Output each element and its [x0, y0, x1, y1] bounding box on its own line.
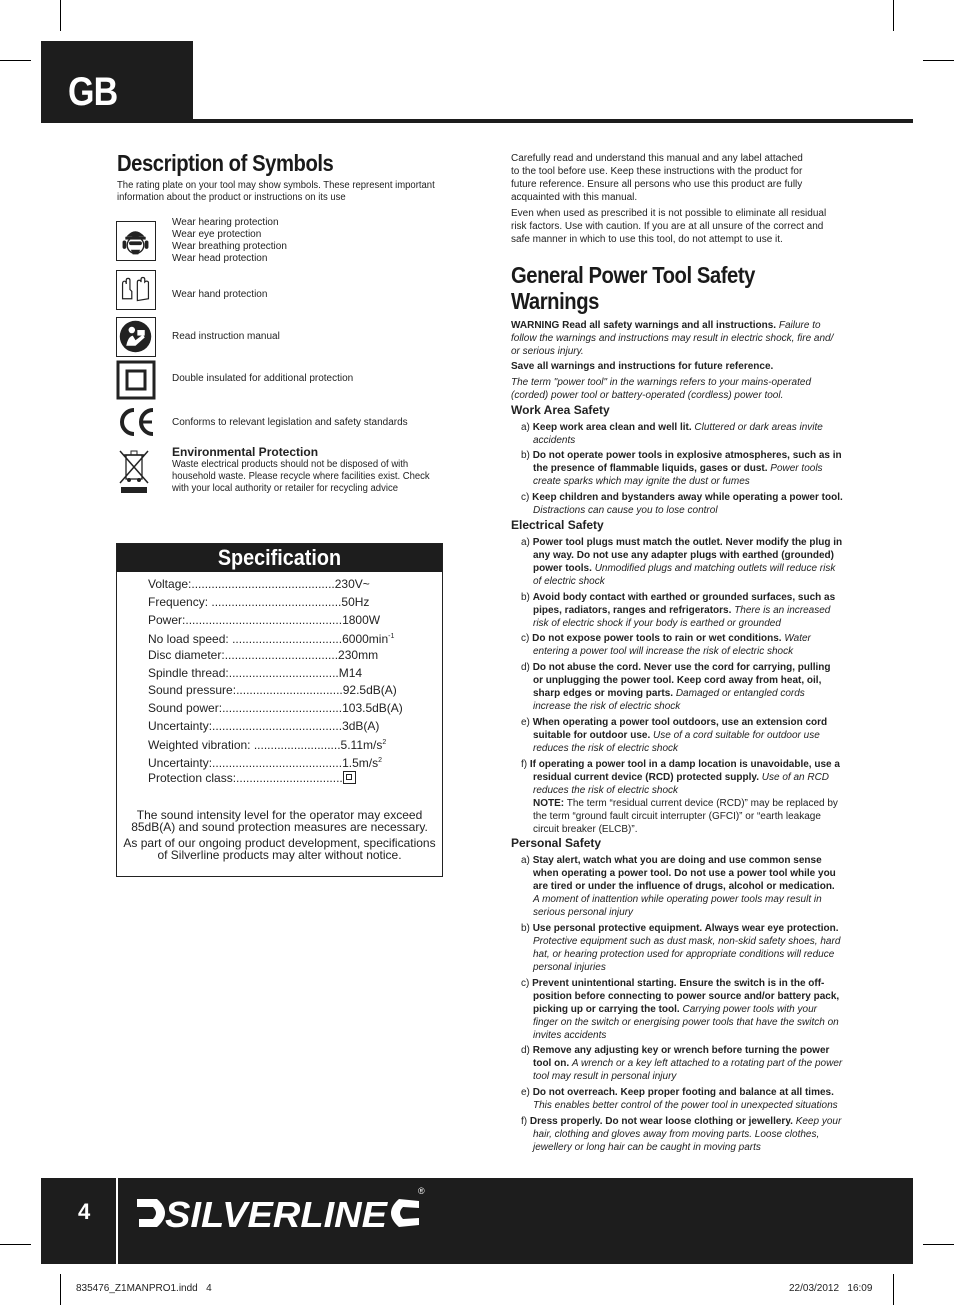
item-italic: There is an increased risk of electric shock if your body is earthed or grounded	[533, 605, 831, 629]
item-bold: When operating a power tool outdoors, use an extension cord suitable for outdoor use.	[532, 717, 828, 741]
spec-dots: ...........................................	[191, 577, 335, 591]
note-label: NOTE:	[533, 798, 565, 809]
spec-value: M14	[338, 666, 363, 680]
item-italic: Damaged or entangled cords increase the risk of electric shock	[533, 688, 805, 712]
item-bold: Do not operate power tools in explosive atmospheres, such as in the presence of flammable liquids, gases or dust.	[532, 450, 842, 474]
spec-row	[148, 577, 370, 591]
crop-mark	[893, 0, 894, 31]
spec-row	[148, 754, 382, 770]
spec-value: 6000min	[342, 632, 389, 646]
item-bold: Do not overreach. Keep proper footing and balance at all times.	[532, 1087, 834, 1098]
ppe-head-icon	[116, 221, 156, 261]
item-italic: Unmodified plugs and matching outlets will reduce risk of electric shock	[533, 563, 836, 587]
spec-value: 50Hz	[341, 595, 370, 609]
item-letter: f)	[521, 759, 528, 770]
footer-separator	[116, 1178, 118, 1264]
specification-title	[117, 544, 442, 572]
spec-label: Power:	[148, 613, 186, 627]
spec-dots: .......................................	[212, 756, 343, 770]
spec-dots: .................................	[228, 666, 339, 680]
silverline-logo-icon	[133, 1191, 423, 1235]
double-insulated-icon	[116, 360, 156, 400]
symbol-line: Wear hearing protection	[172, 217, 279, 228]
symbol-text-manual	[172, 331, 280, 343]
header-rule	[193, 119, 913, 123]
item-bold: Use personal protective equipment. Always wear eye protection.	[532, 923, 839, 934]
spec-dots: .......................................	[212, 719, 343, 733]
personal-item	[521, 977, 843, 1042]
item-bold: Remove any adjusting key or wrench before turning the power tool on.	[532, 1045, 830, 1069]
item-italic: Use of an RCD reduces the risk of electric shock	[533, 772, 830, 796]
sound-note	[117, 809, 442, 833]
sound-note-line: 85dB(A) and sound protection measures are necessary.	[131, 820, 428, 834]
electrical-heading: Electrical Safety	[511, 518, 604, 532]
symbol-line: Read instruction manual	[172, 331, 280, 342]
env-text: Waste electrical products should not be disposed of with household waste. Please recycle where facilities exist. Check with your local authority or retailer for recycling advice	[172, 459, 430, 494]
symbols-title: Description of Symbols	[117, 150, 334, 176]
item-letter: a)	[521, 422, 530, 433]
protection-class-icon-inner	[346, 774, 352, 780]
symbol-text-gloves	[172, 289, 267, 301]
personal-heading: Personal Safety	[511, 836, 602, 850]
brand-wordmark: SILVERLINE	[165, 1194, 389, 1235]
item-letter: c)	[521, 492, 530, 503]
item-bold: Prevent unintentional starting. Ensure the switch is in the off-position before connecting to power source and/or battery pack, picking up or carrying the tool.	[532, 978, 840, 1015]
item-italic: Keep your hair, clothing and gloves away from moving parts. Loose clothes, jewellery or long hair can be caught in moving parts	[533, 1116, 842, 1153]
item-letter: b)	[521, 923, 530, 934]
page-number: 4	[78, 1199, 91, 1224]
item-italic: Power tools create sparks which may ignite the dust or fumes	[533, 463, 823, 487]
manual-icon	[116, 317, 156, 357]
work-area-heading: Work Area Safety	[511, 403, 610, 417]
item-letter: b)	[521, 592, 530, 603]
spec-label: No load speed:	[148, 632, 229, 646]
spec-label: Uncertainty:	[148, 719, 213, 733]
intro-paragraph-1: Carefully read and understand this manual and any label attached to the tool before use. Keep these instructions with the product for future reference. Ensure all persons who use this product are fully acquainted with this manual.	[511, 153, 803, 203]
crop-mark	[923, 1244, 954, 1245]
development-note-line: As part of our ongoing product development, specifications	[123, 836, 436, 850]
gloves-icon	[116, 270, 156, 310]
item-letter: c)	[521, 633, 530, 644]
item-letter: a)	[521, 855, 530, 866]
item-italic: This enables better control of the power tool in unexpected situations	[533, 1100, 838, 1111]
spec-sup: -1	[388, 633, 395, 640]
development-note-line: of Silverline products may alter without notice.	[157, 848, 402, 862]
spec-dots: ...............................................	[185, 613, 343, 627]
item-bold: Keep work area clean and well lit.	[532, 422, 692, 433]
work-area-item	[521, 491, 843, 517]
electrical-item	[521, 536, 843, 588]
spec-row	[148, 719, 379, 733]
intro-paragraph-2: Even when used as prescribed it is not possible to eliminate all residual risk factors. Use with caution. If you are at all unsure of the correct and safe manner in which to use this tool, do not attempt to use it.	[511, 208, 827, 245]
item-bold: Do not abuse the cord. Never use the cord for carrying, pulling or unplugging the power tool. Keep cord away from heat, oil, sharp edges or moving parts.	[532, 662, 831, 699]
item-letter: b)	[521, 450, 530, 461]
warnings-title-line: General Power Tool Safety	[511, 262, 755, 288]
symbol-line: Double insulated for additional protection	[172, 373, 354, 384]
item-letter: c)	[521, 978, 530, 989]
item-letter: d)	[521, 1045, 530, 1056]
spec-dots: ................................	[236, 683, 343, 697]
electrical-item	[521, 758, 843, 836]
spec-label: Sound pressure:	[148, 683, 237, 697]
symbol-text-ppe	[172, 217, 287, 265]
spec-row	[148, 630, 394, 646]
spec-dots: ................................	[236, 771, 343, 785]
crop-mark	[60, 1274, 61, 1305]
personal-item	[521, 1044, 843, 1083]
spec-value: 5.11m/s	[340, 738, 383, 752]
crop-mark	[60, 0, 61, 31]
symbol-line: Wear hand protection	[172, 289, 268, 300]
electrical-item	[521, 632, 843, 658]
personal-item	[521, 922, 843, 974]
specification-box	[116, 543, 443, 877]
item-letter: e)	[521, 717, 530, 728]
warnings-title-line: Warnings	[511, 288, 599, 314]
env-title: Environmental Protection	[172, 445, 319, 459]
spec-dots: ..........................	[250, 738, 341, 752]
item-italic: Carrying power tools with your finger on the switch or energising power tools that have the switch on invites accidents	[533, 1004, 839, 1041]
spec-row	[148, 683, 397, 697]
personal-item	[521, 1086, 843, 1112]
symbol-text-ce	[172, 417, 408, 429]
term-definition-text: The term "power tool" in the warnings refers to your mains-operated (corded) power tool or battery-operated (cordless) power tool.	[511, 377, 812, 401]
spec-row	[148, 771, 356, 785]
file-slug: 835476_Z1MANPRO1.indd 4	[76, 1283, 212, 1294]
spec-row	[148, 666, 362, 680]
spec-row	[148, 736, 386, 752]
item-bold: If operating a power tool in a damp location is unavoidable, use a residual current device (RCD) protected supply.	[529, 759, 840, 783]
item-italic: A moment of inattention while operating power tools may result in serious personal injury	[533, 894, 822, 918]
spec-label: Weighted vibration:	[148, 738, 251, 752]
item-letter: f)	[521, 1116, 528, 1127]
spec-row	[148, 595, 369, 609]
warnings-title	[511, 262, 755, 314]
weee-bin-icon	[116, 447, 156, 497]
spec-sup: 2	[378, 757, 382, 764]
item-bold: Stay alert, watch what you are doing and use common sense when operating a power tool. Do not use a power tool while you are tired or under the influence of drugs, alcohol or medication.	[532, 855, 836, 892]
work-area-item	[521, 449, 843, 488]
item-italic: Water entering a power tool will increase the risk of electric shock	[533, 633, 811, 657]
spec-row	[148, 613, 380, 627]
term-definition	[511, 376, 841, 402]
symbol-text-double-insulated	[172, 373, 353, 385]
spec-row	[148, 648, 378, 662]
spec-dots: ....................................	[222, 701, 343, 715]
sound-note-line: The sound intensity level for the operator may exceed	[136, 808, 423, 822]
item-italic: A wrench or a key left attached to a rotating part of the power tool may result in personal injury	[533, 1058, 843, 1082]
spec-value: 92.5dB(A)	[342, 683, 397, 697]
item-bold: Keep children and bystanders away while operating a power tool.	[532, 492, 843, 503]
work-area-item	[521, 421, 843, 447]
spec-label: Disc diameter:	[148, 648, 225, 662]
symbol-line: Wear eye protection	[172, 229, 262, 240]
spec-value: 3dB(A)	[342, 719, 380, 733]
spec-value: 230mm	[338, 648, 379, 662]
spec-label: Uncertainty:	[148, 756, 213, 770]
item-letter: d)	[521, 662, 530, 673]
crop-mark	[893, 1274, 894, 1305]
language-tab-label: GB	[68, 70, 118, 114]
spec-value: 1.5m/s	[342, 756, 379, 770]
spec-value: 230V~	[334, 577, 370, 591]
crop-mark	[0, 1244, 31, 1245]
note-text: The term “residual current device (RCD)” may be replaced by the term “ground fault circuit interrupter (GFCI)” or “earth leakage circuit breaker (ELCB)”.	[533, 798, 838, 835]
spec-label: Frequency:	[148, 595, 209, 609]
spec-row	[148, 701, 403, 715]
save-warnings	[511, 360, 841, 373]
spec-dots: .................................	[228, 632, 343, 646]
spec-label: Voltage:	[148, 577, 192, 591]
item-letter: e)	[521, 1087, 530, 1098]
item-bold: Do not expose power tools to rain or wet conditions.	[532, 633, 782, 644]
spec-dots: .......................................	[208, 595, 342, 609]
electrical-item	[521, 716, 843, 755]
spec-value: 103.5dB(A)	[342, 701, 403, 715]
crop-mark	[0, 60, 31, 61]
ce-mark-icon	[116, 404, 156, 444]
item-italic: Protective equipment such as dust mask, non-skid safety shoes, hard hat, or hearing protection used for appropriate conditions will reduce personal injuries	[533, 936, 841, 973]
spec-dots: ..................................	[224, 648, 339, 662]
warning-main-italic: Failure to follow the warnings and instructions may result in electric shock, fire and/ or serious injury.	[511, 320, 834, 357]
electrical-item	[521, 591, 843, 630]
save-warnings-text: Save all warnings and instructions for future reference.	[511, 361, 774, 372]
spec-value: 1800W	[342, 613, 381, 627]
protection-class-icon	[343, 771, 356, 784]
symbols-intro: The rating plate on your tool may show symbols. These represent important information about the product or instructions on its use	[117, 180, 435, 203]
item-bold: Avoid body contact with earthed or grounded surfaces, such as pipes, radiators, ranges and refrigerators.	[532, 592, 836, 616]
crop-mark	[923, 60, 954, 61]
registered-mark: ®	[418, 1186, 425, 1196]
spec-label: Sound power:	[148, 701, 223, 715]
spec-label: Spindle thread:	[148, 666, 229, 680]
date-slug: 22/03/2012 16:09	[789, 1283, 873, 1294]
spec-sup: 2	[382, 739, 387, 746]
item-bold: Dress properly. Do not wear loose clothing or jewellery.	[529, 1116, 793, 1127]
specification-title-text: Specification	[217, 545, 342, 570]
symbol-line: Conforms to relevant legislation and safety standards	[172, 417, 408, 428]
item-italic: Cluttered or dark areas invite accidents	[533, 422, 823, 446]
item-italic: Distractions can cause you to lose control	[533, 505, 718, 516]
symbol-line: Wear head protection	[172, 253, 268, 264]
item-bold: Power tool plugs must match the outlet. Never modify the plug in any way. Do not use any adapter plugs with earthed (grounded) power tools.	[532, 537, 843, 574]
personal-item	[521, 1115, 843, 1154]
warning-main	[511, 319, 841, 358]
item-letter: a)	[521, 537, 530, 548]
personal-item	[521, 854, 843, 919]
electrical-item	[521, 661, 843, 713]
spec-label: Protection class:	[148, 771, 237, 785]
development-note	[117, 837, 442, 861]
warning-main-bold: WARNING Read all safety warnings and all instructions.	[511, 320, 777, 331]
symbol-line: Wear breathing protection	[172, 241, 287, 252]
item-italic: Use of a cord suitable for outdoor use reduces the risk of electric shock	[533, 730, 820, 754]
